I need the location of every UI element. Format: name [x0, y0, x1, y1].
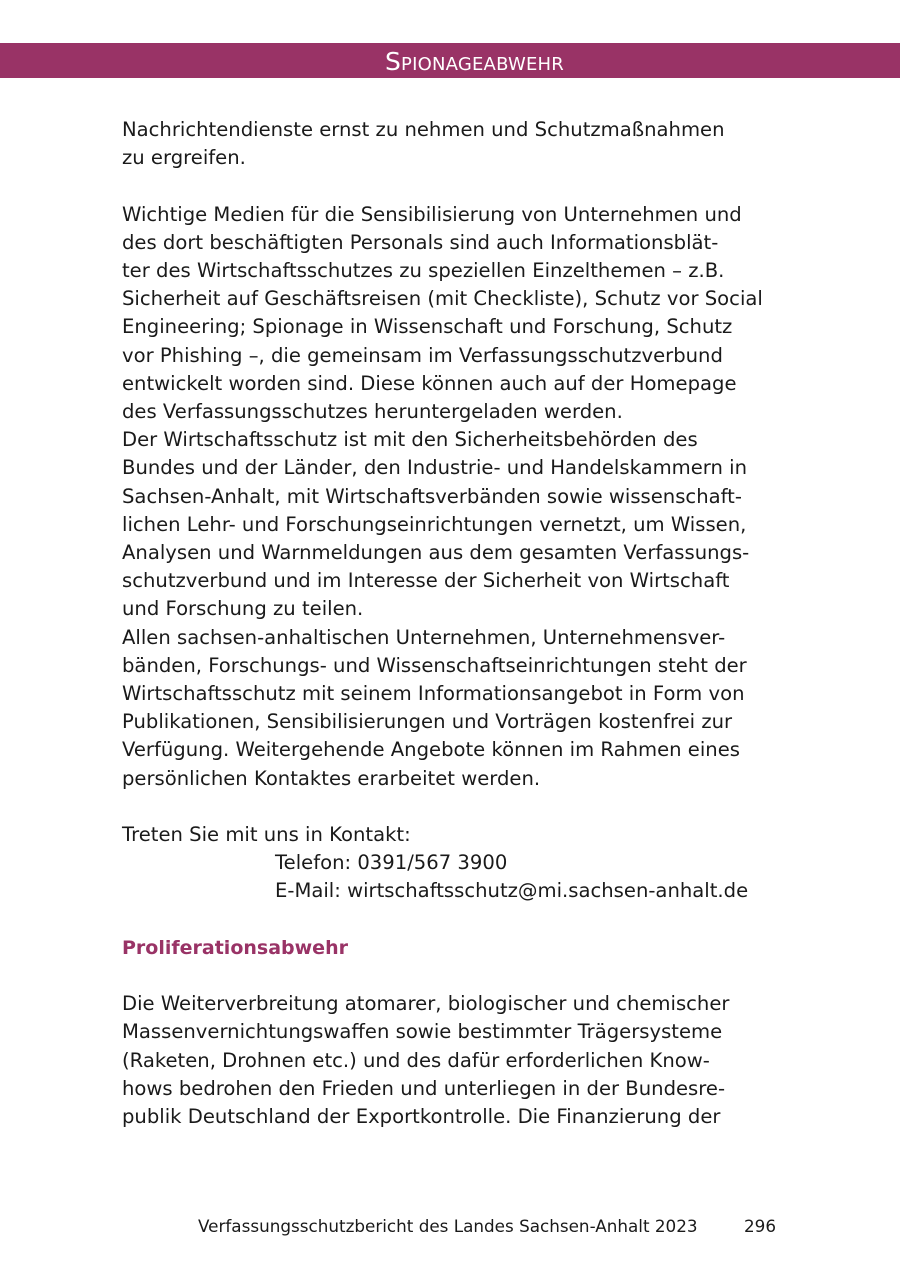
text-line: Sachsen-Anhalt, mit Wirtschaftsverbänden sowie wissenschaft-: [122, 484, 742, 508]
text-line: lichen Lehr- und Forschungseinrichtungen vernetzt, um Wissen,: [122, 512, 747, 536]
text-line: Sicherheit auf Geschäftsreisen (mit Checkliste), Schutz vor Social: [122, 287, 763, 311]
intro-paragraph: [122, 116, 782, 172]
text-line: Wirtschaftsschutz mit seinem Informationsangebot in Form von: [122, 682, 745, 706]
contact-phone: Telefon: 0391/567 3900: [275, 851, 508, 875]
paragraph-gap: [122, 172, 782, 200]
text-line: Wichtige Medien für die Sensibilisierung von Unternehmen und: [122, 202, 742, 226]
text-line: Allen sachsen-anhaltischen Unternehmen, Unternehmensver-: [122, 625, 726, 649]
network-paragraph: [122, 426, 782, 623]
text-line: Bundes und der Länder, den Industrie- und Handelskammern in: [122, 456, 748, 480]
text-line: Engineering; Spionage in Wissenschaft und Forschung, Schutz: [122, 315, 733, 339]
text-line: des dort beschäftigten Personals sind auch Informationsblät-: [122, 230, 719, 254]
text-line: Der Wirtschaftsschutz ist mit den Sicherheitsbehörden des: [122, 428, 698, 452]
text-line: vor Phishing –, die gemeinsam im Verfassungsschutzverbund: [122, 343, 723, 367]
text-line: ter des Wirtschaftsschutzes zu speziellen Einzelthemen – z.B.: [122, 259, 725, 282]
text-line: hows bedrohen den Frieden und unterliegen in der Bundesre-: [122, 1076, 726, 1100]
main-content: [122, 116, 782, 1131]
contact-block: [122, 821, 782, 906]
text-line: Die Weiterverbreitung atomarer, biologischer und chemischer: [122, 992, 730, 1016]
header-band: [0, 43, 900, 78]
section-heading: Proliferationsabwehr: [122, 936, 348, 959]
text-line: persönlichen Kontaktes erarbeitet werden.: [122, 766, 541, 790]
text-line: Publikationen, Sensibilisierungen und Vorträgen kostenfrei zur: [122, 710, 733, 734]
media-paragraph: [122, 201, 782, 427]
text-line: Massenvernichtungswaffen sowie bestimmter Trägersysteme: [122, 1020, 723, 1044]
contact-intro: Treten Sie mit uns in Kontakt:: [122, 823, 411, 847]
text-line: und Forschung zu teilen.: [122, 597, 364, 621]
paragraph-gap: [122, 962, 782, 990]
footer-title: Verfassungsschutzbericht des Landes Sachsen-Anhalt 2023: [198, 1216, 698, 1236]
offer-paragraph: [122, 624, 782, 793]
page-title: Spionageabwehr: [384, 47, 564, 76]
text-line: zu ergreifen.: [122, 146, 246, 170]
text-line: Nachrichtendienste ernst zu nehmen und Schutzmaßnahmen: [122, 118, 725, 141]
text-line: bänden, Forschungs- und Wissenschaftseinrichtungen steht der: [122, 653, 747, 677]
proliferation-paragraph: [122, 990, 782, 1131]
paragraph-gap: [122, 793, 782, 821]
text-line: entwickelt worden sind. Diese können auch auf der Homepage: [122, 371, 737, 395]
page-number: 296: [744, 1216, 777, 1236]
text-line: des Verfassungsschutzes heruntergeladen werden.: [122, 400, 623, 424]
text-line: Analysen und Warnmeldungen aus dem gesamten Verfassungs-: [122, 541, 750, 565]
text-line: publik Deutschland der Exportkontrolle. Die Finanzierung der: [122, 1105, 721, 1129]
text-line: schutzverbund und im Interesse der Sicherheit von Wirtschaft: [122, 569, 730, 593]
text-line: (Raketen, Drohnen etc.) und des dafür erforderlichen Know-: [122, 1048, 710, 1072]
text-line: Verfügung. Weitergehende Angebote können im Rahmen eines: [122, 738, 740, 762]
contact-email: E-Mail: wirtschaftsschutz@mi.sachsen-anhalt.de: [275, 879, 749, 903]
paragraph-gap: [122, 906, 782, 934]
